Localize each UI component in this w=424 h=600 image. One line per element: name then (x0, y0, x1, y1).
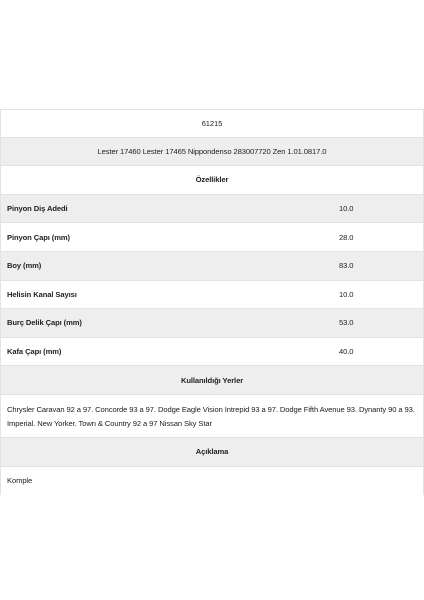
usage-row (0, 395, 424, 438)
spec-label: Pinyon Diş Adedi (7, 204, 68, 214)
spec-row-pinion-teeth (0, 195, 424, 224)
spec-value: 10.0 (339, 289, 354, 299)
spec-label: Helisin Kanal Sayısı (7, 289, 77, 299)
spec-row-bushing-bore (0, 309, 424, 338)
oem-references: Lester 17460 Lester 17465 Nippondenso 283007720 Zen 1.01.0817.0 (97, 146, 327, 156)
usage-text: Chrysler Caravan 92 a 97. Concorde 93 a 97. Dodge Eagle Vision Intrepid 93 a 97. Dodge Fifth Avenue 93. Dynanty 90 a 93. Imperial. New Yorker. Town & Country 92 a 97 Nissan Sky Star (7, 404, 415, 429)
product-code: 61215 (201, 118, 223, 128)
description-text: Komple (7, 476, 33, 486)
spec-value: 28.0 (339, 232, 354, 242)
spec-label: Pinyon Çapı (mm) (7, 232, 70, 242)
spec-row-length (0, 252, 424, 281)
description-heading: Açıklama (195, 447, 229, 457)
oem-reference-row (0, 138, 424, 167)
spec-value: 40.0 (339, 347, 354, 357)
spec-row-pinion-diameter (0, 223, 424, 252)
specs-heading: Özellikler (195, 175, 229, 185)
spec-row-head-diameter (0, 338, 424, 367)
spec-row-helix-grooves (0, 281, 424, 310)
spec-label: Burç Delik Çapı (mm) (7, 318, 82, 328)
product-spec-sheet (0, 109, 424, 495)
spec-value: 53.0 (339, 318, 354, 328)
spec-label: Boy (mm) (7, 261, 42, 271)
specs-heading-row (0, 166, 424, 195)
spec-value: 10.0 (339, 204, 354, 214)
product-code-row (0, 109, 424, 138)
usage-heading: Kullanıldığı Yerler (180, 375, 244, 385)
description-heading-row (0, 438, 424, 467)
spec-label: Kafa Çapı (mm) (7, 347, 62, 357)
description-row (0, 467, 424, 495)
usage-heading-row (0, 366, 424, 395)
spec-value: 83.0 (339, 261, 354, 271)
